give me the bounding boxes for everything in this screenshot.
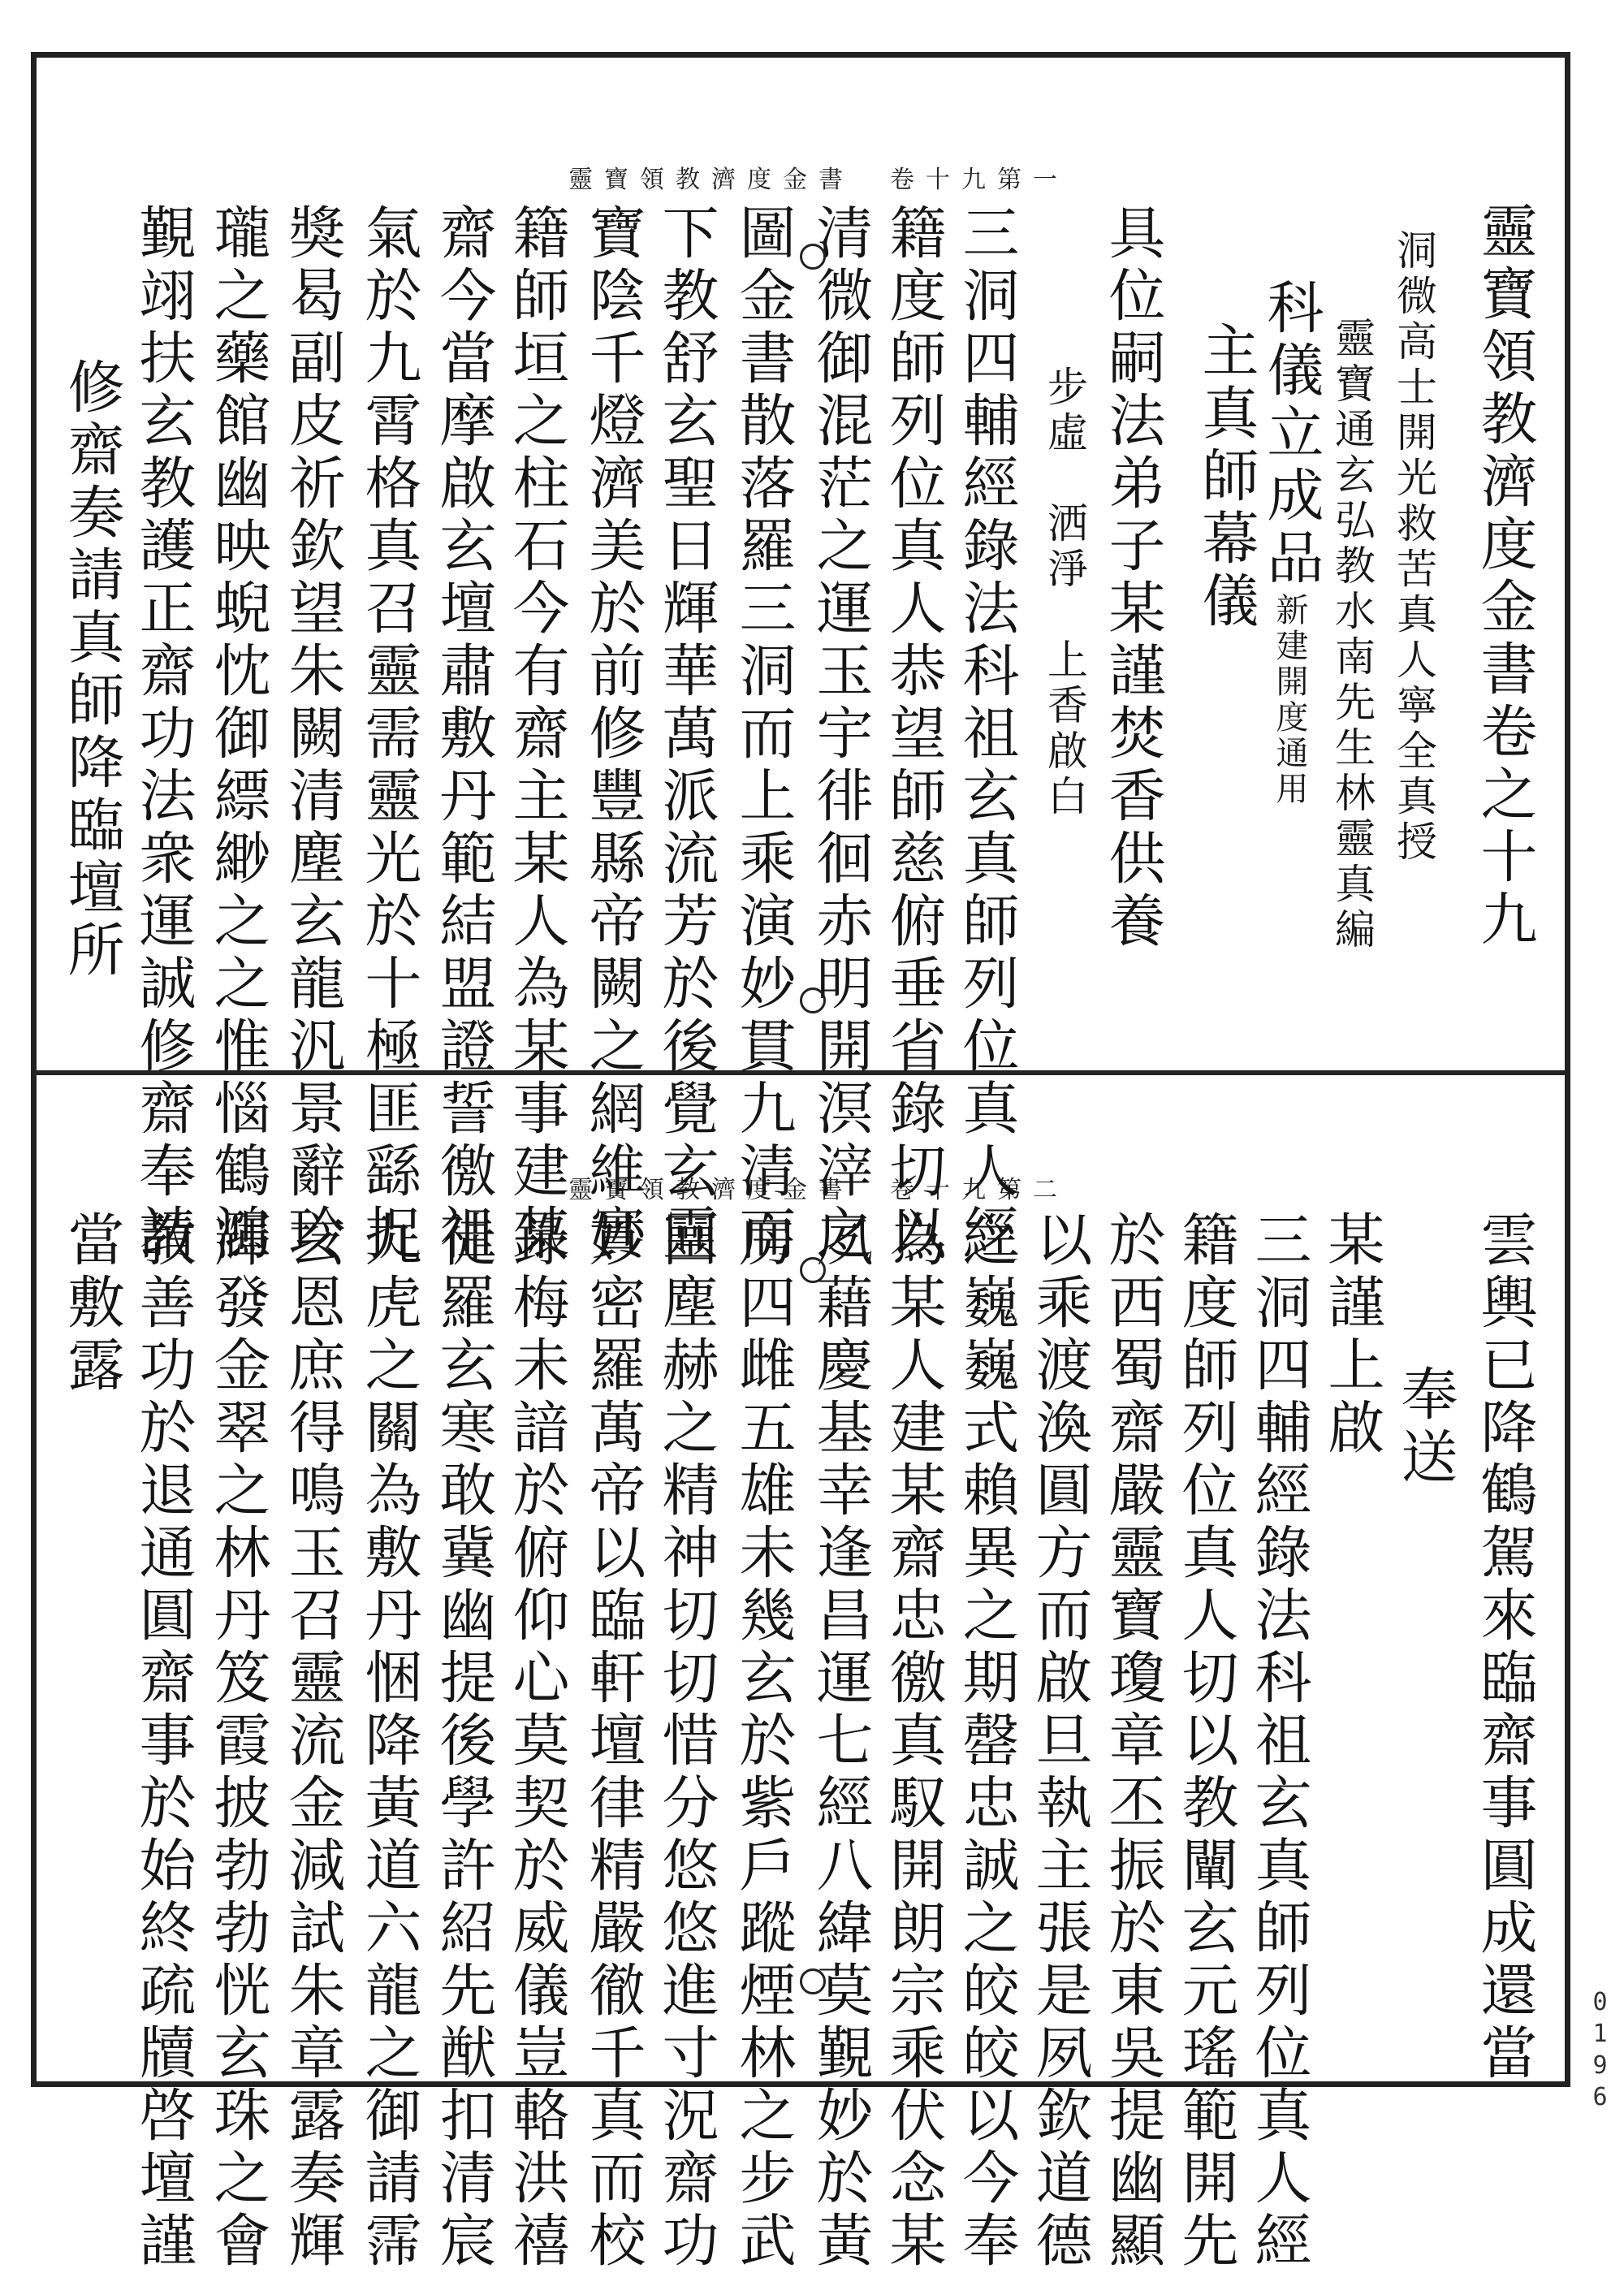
bottom-col-1: 雲輿已降鶴駕來臨齋事圓成還當 bbox=[1471, 1210, 1538, 2085]
bottom-col-13: 妙密羅萬帝以臨軒壇律精嚴徹千真而校 bbox=[580, 1210, 646, 2273]
top-col-4: 科儀立成品 bbox=[1258, 278, 1324, 590]
top-col-11: 清微御混茫之運玉宇徘徊赤明開溟滓之 bbox=[807, 203, 874, 1266]
running-head-top: 靈寶領教濟度金書 卷十九第一 bbox=[568, 166, 1069, 194]
top-col-18: 獎曷副皮祈欽望朱闕清塵玄龍汎景辭玲 bbox=[279, 203, 346, 1266]
bottom-col-7: 以乘渡渙圓方而啟旦執主張是夙欽道德 bbox=[1026, 1210, 1093, 2273]
top-col-3: 靈寶通玄弘教水南先生林靈真編 bbox=[1328, 317, 1376, 953]
bottom-col-18: 輝發金翠之林丹笈霞披勃勃恍玄珠之會 bbox=[205, 1210, 271, 2273]
top-col-8: 步虛 洒淨 上香啟白 bbox=[1041, 365, 1088, 820]
bottom-col-19: 教善功於退通圓齋事於始終疏牘啓壇謹 bbox=[130, 1210, 197, 2273]
top-col-6: 主真師幕儀 bbox=[1193, 321, 1259, 633]
top-col-17: 氣於九霄格真召靈需靈光於十極匪繇捉 bbox=[356, 203, 422, 1266]
top-col-2: 洞微高士開光救苦真人寧全真授 bbox=[1390, 229, 1437, 866]
top-col-10: 籍度師列位真人恭望師慈俯垂省錄切以 bbox=[880, 203, 947, 1266]
top-col-16: 齋今當摩啟玄壇肅敷丹範結盟證誓徼祖 bbox=[430, 203, 497, 1266]
bottom-col-16: 九虎之關為敷丹悃降黃道六龍之御請霈 bbox=[356, 1210, 422, 2273]
circle-mark bbox=[800, 244, 826, 270]
bottom-col-8: 之巍巍式賴異之期罄忠誠之皎皎以今奉 bbox=[953, 1210, 1020, 2273]
top-col-12: 圖金書散落羅三洞而上乘演妙貫九清而 bbox=[730, 203, 797, 1266]
bottom-col-12: 回塵赫之精神切切惜分悠悠進寸況齋功 bbox=[653, 1210, 719, 2273]
bottom-col-11: 房四雌五雄未幾玄於紫戶蹤煙林之步武 bbox=[730, 1210, 797, 2273]
top-col-7: 具位嗣法弟子某謹焚香供養 bbox=[1099, 203, 1166, 953]
running-head-bottom: 靈寶領教濟度金書 卷十九第二 bbox=[568, 1176, 1069, 1204]
top-col-21: 修齋奏請真師降臨壇所 bbox=[58, 357, 125, 983]
bottom-col-2: 奉送 bbox=[1392, 1364, 1458, 1489]
circle-mark bbox=[800, 1257, 826, 1283]
bottom-col-20: 當敷露 bbox=[58, 1210, 125, 1398]
page-number: 0196 bbox=[1586, 1988, 1614, 2115]
top-col-1: 靈寶領教濟度金書卷之十九 bbox=[1471, 201, 1538, 952]
top-col-15: 籍師垣之柱石今有齋主某人為某事建某 bbox=[503, 203, 570, 1266]
top-col-14: 寶陰千燈濟美於前修豐縣帝闕之網維實 bbox=[580, 203, 646, 1266]
circle-mark bbox=[800, 987, 826, 1013]
bottom-col-6: 於西蜀齋嚴靈寶瓊章丕振於東吳提幽顯 bbox=[1099, 1210, 1166, 2273]
bottom-col-10: 夙藉慶基幸逢昌運七經八緯莫覲妙於黃 bbox=[807, 1210, 874, 2273]
top-col-9: 三洞四輔經錄法科祖玄真師列位真人經 bbox=[953, 203, 1020, 1266]
bottom-col-3: 某謹上啟 bbox=[1319, 1210, 1385, 1460]
bottom-col-9: 為某人建某齋忠徼真馭開朗宗乘伏念某 bbox=[880, 1210, 947, 2273]
top-col-20: 覲翊扶玄教護正齋功法衆運誠修齋奉請 bbox=[130, 203, 197, 1266]
bottom-col-15: 徒羅玄寒敢冀幽提後學許紹先猷扣清宸 bbox=[430, 1210, 497, 2273]
bottom-col-5: 籍度師列位真人切以教闡玄元瑤範開先 bbox=[1173, 1210, 1239, 2273]
top-col-13: 下教舒玄聖日輝華萬派流芳於後覺玄靈 bbox=[653, 203, 719, 1266]
top-col-5: 新建開度通用 bbox=[1271, 593, 1308, 807]
bottom-col-17: 玄恩庶得鳴玉召靈流金減試朱章露奏輝 bbox=[279, 1210, 346, 2273]
bottom-col-4: 三洞四輔經錄法科祖玄真師列位真人經 bbox=[1246, 1210, 1312, 2273]
top-col-19: 瓏之藥館幽映蜺忱御縹緲之之惟惱鶴鴻 bbox=[205, 203, 271, 1266]
bottom-col-14: 錄梅未諳於俯仰心莫契於威儀豈輅洪禧 bbox=[503, 1210, 570, 2273]
circle-mark bbox=[800, 1968, 826, 1994]
